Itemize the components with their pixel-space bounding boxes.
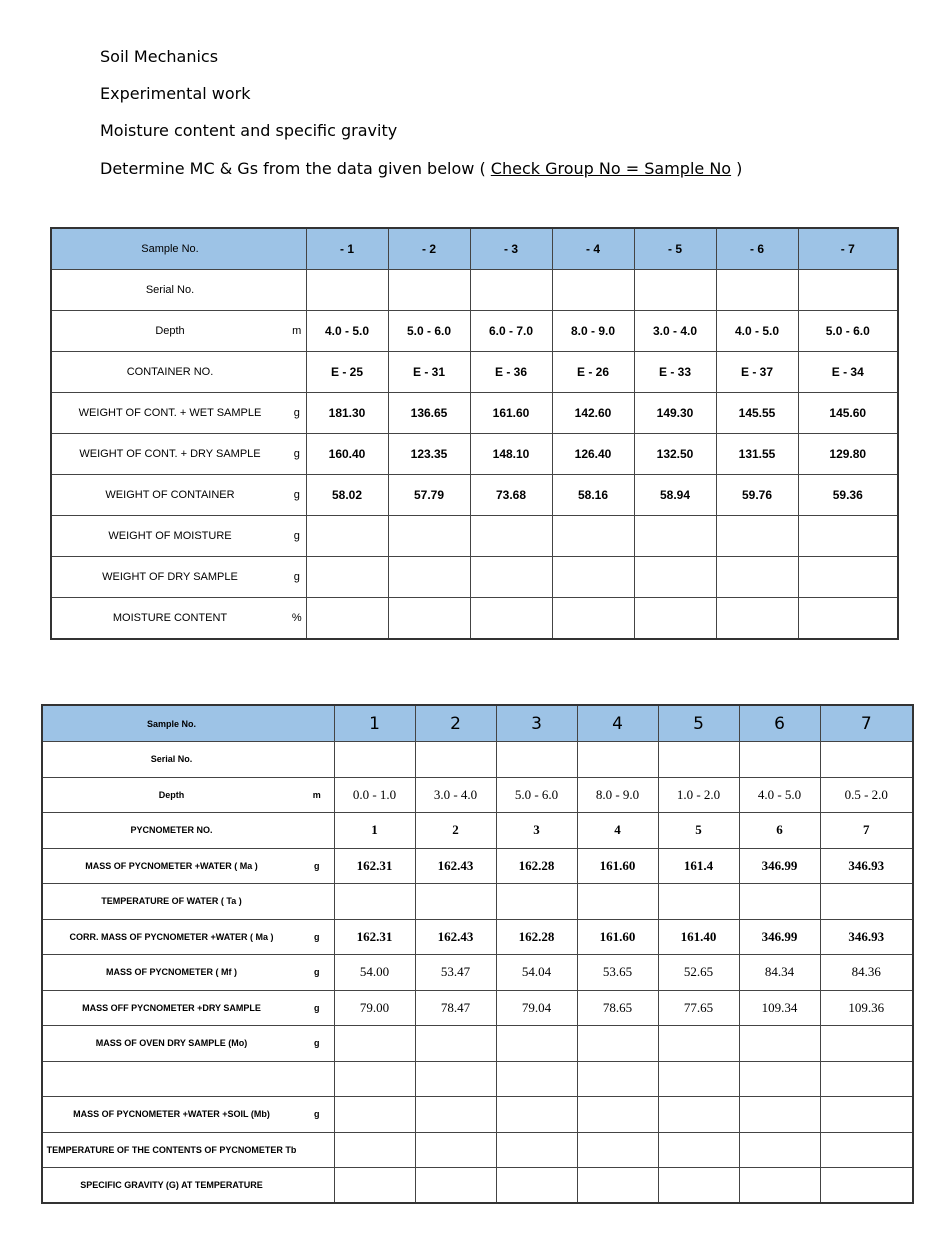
- sg-cell: 77.65: [658, 990, 739, 1026]
- mc-row: [51, 311, 898, 352]
- mc-cell: E - 26: [552, 352, 634, 393]
- mc-row-unit: [288, 270, 306, 311]
- sg-cell: [415, 1026, 496, 1062]
- sg-cell: 346.99: [739, 848, 820, 884]
- sg-header-label: Sample No.: [42, 705, 300, 742]
- mc-row-label: WEIGHT OF MOISTURE: [51, 516, 288, 557]
- mc-header-unit: [288, 228, 306, 270]
- sg-cell: 5: [658, 813, 739, 849]
- sg-cell: [496, 742, 577, 778]
- mc-cell: [306, 270, 388, 311]
- mc-cell: [552, 598, 634, 639]
- sg-row: [42, 813, 913, 849]
- sg-cell: [820, 1132, 913, 1168]
- mc-sample-number: - 2: [388, 228, 470, 270]
- sg-cell: [658, 1168, 739, 1204]
- mc-cell: 8.0 - 9.0: [552, 311, 634, 352]
- mc-cell: 59.36: [798, 475, 898, 516]
- sg-cell: 78.65: [577, 990, 658, 1026]
- sg-cell: [334, 1026, 415, 1062]
- mc-cell: [388, 516, 470, 557]
- mc-row: [51, 598, 898, 639]
- sg-cell: [334, 1097, 415, 1133]
- sg-cell: [415, 884, 496, 920]
- sg-cell: [820, 1168, 913, 1204]
- sg-row: [42, 1026, 913, 1062]
- mc-cell: [470, 270, 552, 311]
- sg-sample-number: 6: [739, 705, 820, 742]
- sg-cell: [820, 742, 913, 778]
- mc-cell: 129.80: [798, 434, 898, 475]
- sg-cell: 161.60: [577, 919, 658, 955]
- mc-header-label: Sample No.: [51, 228, 288, 270]
- mc-cell: [552, 516, 634, 557]
- sg-cell: [577, 1132, 658, 1168]
- heading-instruction: [100, 159, 742, 178]
- sg-cell: [334, 1061, 415, 1097]
- mc-cell: [634, 557, 716, 598]
- mc-row-label: WEIGHT OF CONTAINER: [51, 475, 288, 516]
- mc-row: [51, 270, 898, 311]
- sg-row-label: TEMPERATURE OF THE CONTENTS OF PYCNOMETER Tb: [42, 1132, 300, 1168]
- sg-row: [42, 777, 913, 813]
- sg-cell: 1: [334, 813, 415, 849]
- mc-row-unit: g: [288, 516, 306, 557]
- sg-cell: [577, 1168, 658, 1204]
- mc-cell: E - 36: [470, 352, 552, 393]
- instruction-note: Check Group No = Sample No: [490, 159, 732, 178]
- mc-cell: 59.76: [716, 475, 798, 516]
- mc-row-unit: g: [288, 393, 306, 434]
- mc-cell: 132.50: [634, 434, 716, 475]
- mc-sample-number: - 3: [470, 228, 552, 270]
- sg-cell: [334, 1168, 415, 1204]
- mc-cell: 5.0 - 6.0: [388, 311, 470, 352]
- mc-row: [51, 475, 898, 516]
- sg-cell: [496, 1061, 577, 1097]
- sg-cell: [820, 1097, 913, 1133]
- sg-sample-number: 1: [334, 705, 415, 742]
- sg-cell: 162.28: [496, 848, 577, 884]
- mc-row-label: Depth: [51, 311, 288, 352]
- mc-row-unit: %: [288, 598, 306, 639]
- sg-cell: [496, 884, 577, 920]
- sg-cell: [658, 1026, 739, 1062]
- mc-row-label: CONTAINER NO.: [51, 352, 288, 393]
- sg-row-label: MASS OF OVEN DRY SAMPLE (Mo): [42, 1026, 300, 1062]
- mc-sample-number: - 4: [552, 228, 634, 270]
- sg-cell: [739, 1132, 820, 1168]
- mc-cell: [552, 557, 634, 598]
- mc-cell: [798, 598, 898, 639]
- mc-cell: 136.65: [388, 393, 470, 434]
- mc-cell: 142.60: [552, 393, 634, 434]
- instruction-prefix: Determine MC & Gs from the data given below (: [100, 159, 491, 178]
- sg-header-row: [42, 705, 913, 742]
- mc-cell: [634, 598, 716, 639]
- mc-cell: 73.68: [470, 475, 552, 516]
- sg-sample-number: 3: [496, 705, 577, 742]
- sg-cell: 79.04: [496, 990, 577, 1026]
- sg-cell: 161.40: [658, 919, 739, 955]
- mc-cell: [716, 557, 798, 598]
- sg-cell: [820, 884, 913, 920]
- sg-cell: [739, 1168, 820, 1204]
- sg-row-label: TEMPERATURE OF WATER ( Ta ): [42, 884, 300, 920]
- sg-cell: [577, 1061, 658, 1097]
- sg-cell: 109.34: [739, 990, 820, 1026]
- sg-cell: [739, 1061, 820, 1097]
- sg-row-unit: g: [300, 955, 334, 991]
- mc-sample-number: - 1: [306, 228, 388, 270]
- mc-cell: E - 37: [716, 352, 798, 393]
- mc-cell: 58.16: [552, 475, 634, 516]
- sg-row-label: Serial No.: [42, 742, 300, 778]
- mc-row-label: WEIGHT OF DRY SAMPLE: [51, 557, 288, 598]
- mc-cell: E - 34: [798, 352, 898, 393]
- mc-row-label: Serial No.: [51, 270, 288, 311]
- sg-row-unit: g: [300, 919, 334, 955]
- mc-cell: 58.02: [306, 475, 388, 516]
- sg-cell: [658, 884, 739, 920]
- sg-cell: 52.65: [658, 955, 739, 991]
- mc-row-label: WEIGHT OF CONT. + WET SAMPLE: [51, 393, 288, 434]
- sg-row-label: CORR. MASS OF PYCNOMETER +WATER ( Ma ): [42, 919, 300, 955]
- mc-cell: [798, 270, 898, 311]
- sg-cell: 161.60: [577, 848, 658, 884]
- sg-cell: 53.47: [415, 955, 496, 991]
- sg-cell: 5.0 - 6.0: [496, 777, 577, 813]
- sg-cell: 0.5 - 2.0: [820, 777, 913, 813]
- sg-row-label: MASS OF PYCNOMETER +WATER +SOIL (Mb): [42, 1097, 300, 1133]
- sg-cell: [334, 742, 415, 778]
- sg-sample-number: 5: [658, 705, 739, 742]
- sg-cell: [820, 1061, 913, 1097]
- sg-header-unit: [300, 705, 334, 742]
- sg-cell: [415, 1061, 496, 1097]
- mc-cell: 4.0 - 5.0: [306, 311, 388, 352]
- mc-row: [51, 434, 898, 475]
- sg-cell: 54.04: [496, 955, 577, 991]
- mc-row-unit: m: [288, 311, 306, 352]
- sg-sample-number: 4: [577, 705, 658, 742]
- mc-cell: [388, 557, 470, 598]
- sg-cell: 3.0 - 4.0: [415, 777, 496, 813]
- mc-cell: [634, 516, 716, 557]
- sg-cell: [334, 1132, 415, 1168]
- mc-row: [51, 557, 898, 598]
- sg-row-unit: [300, 884, 334, 920]
- sg-row-unit: g: [300, 848, 334, 884]
- sg-row: [42, 1168, 913, 1204]
- mc-sample-number: - 6: [716, 228, 798, 270]
- sg-cell: 346.93: [820, 848, 913, 884]
- sg-cell: 4: [577, 813, 658, 849]
- mc-row-label: WEIGHT OF CONT. + DRY SAMPLE: [51, 434, 288, 475]
- sg-cell: 7: [820, 813, 913, 849]
- mc-cell: 145.55: [716, 393, 798, 434]
- sg-cell: [658, 1061, 739, 1097]
- mc-cell: [470, 598, 552, 639]
- mc-sample-number: - 7: [798, 228, 898, 270]
- mc-cell: 4.0 - 5.0: [716, 311, 798, 352]
- mc-cell: [634, 270, 716, 311]
- sg-cell: 0.0 - 1.0: [334, 777, 415, 813]
- sg-row-unit: g: [300, 1097, 334, 1133]
- mc-header-row: [51, 228, 898, 270]
- sg-row: [42, 848, 913, 884]
- instruction-suffix: ): [731, 159, 743, 178]
- sg-row-label: [42, 1061, 300, 1097]
- sg-cell: [739, 742, 820, 778]
- mc-cell: [388, 598, 470, 639]
- mc-cell: [716, 598, 798, 639]
- sg-cell: [739, 884, 820, 920]
- mc-cell: [716, 270, 798, 311]
- sg-cell: [415, 742, 496, 778]
- sg-cell: [415, 1132, 496, 1168]
- sg-row-unit: g: [300, 990, 334, 1026]
- mc-cell: 57.79: [388, 475, 470, 516]
- sg-row: [42, 884, 913, 920]
- sg-row: [42, 1132, 913, 1168]
- mc-cell: 126.40: [552, 434, 634, 475]
- sg-cell: [415, 1097, 496, 1133]
- heading-topic: Moisture content and specific gravity: [100, 121, 398, 140]
- sg-cell: 162.43: [415, 919, 496, 955]
- mc-cell: [798, 557, 898, 598]
- mc-cell: [716, 516, 798, 557]
- sg-row-label: MASS OFF PYCNOMETER +DRY SAMPLE: [42, 990, 300, 1026]
- sg-row: [42, 742, 913, 778]
- sg-cell: 109.36: [820, 990, 913, 1026]
- sg-cell: 162.43: [415, 848, 496, 884]
- sg-cell: [496, 1097, 577, 1133]
- sg-cell: [577, 1097, 658, 1133]
- mc-row-unit: g: [288, 475, 306, 516]
- mc-row-unit: [288, 352, 306, 393]
- sg-cell: [577, 1026, 658, 1062]
- sg-row-unit: [300, 1168, 334, 1204]
- mc-cell: 3.0 - 4.0: [634, 311, 716, 352]
- mc-cell: E - 33: [634, 352, 716, 393]
- sg-cell: 54.00: [334, 955, 415, 991]
- mc-cell: 123.35: [388, 434, 470, 475]
- sg-cell: [820, 1026, 913, 1062]
- sg-cell: [496, 1132, 577, 1168]
- mc-cell: [798, 516, 898, 557]
- mc-cell: [470, 557, 552, 598]
- sg-cell: [577, 884, 658, 920]
- sg-cell: [496, 1026, 577, 1062]
- sg-cell: 4.0 - 5.0: [739, 777, 820, 813]
- sg-row: [42, 1061, 913, 1097]
- mc-cell: 160.40: [306, 434, 388, 475]
- sg-row-unit: [300, 1061, 334, 1097]
- mc-cell: [552, 270, 634, 311]
- mc-cell: 6.0 - 7.0: [470, 311, 552, 352]
- sg-cell: [496, 1168, 577, 1204]
- sg-row-label: PYCNOMETER NO.: [42, 813, 300, 849]
- mc-cell: [306, 598, 388, 639]
- mc-cell: 131.55: [716, 434, 798, 475]
- mc-row: [51, 393, 898, 434]
- sg-cell: 162.31: [334, 919, 415, 955]
- sg-cell: 8.0 - 9.0: [577, 777, 658, 813]
- sg-cell: [739, 1026, 820, 1062]
- mc-cell: [306, 557, 388, 598]
- sg-row-label: MASS OF PYCNOMETER ( Mf ): [42, 955, 300, 991]
- mc-cell: 58.94: [634, 475, 716, 516]
- sg-cell: 78.47: [415, 990, 496, 1026]
- sg-sample-number: 7: [820, 705, 913, 742]
- sg-row: [42, 990, 913, 1026]
- sg-cell: [577, 742, 658, 778]
- mc-cell: 145.60: [798, 393, 898, 434]
- mc-cell: [388, 270, 470, 311]
- sg-row-label: Depth: [42, 777, 300, 813]
- mc-row: [51, 352, 898, 393]
- sg-cell: [415, 1168, 496, 1204]
- mc-cell: [470, 516, 552, 557]
- mc-row-label: MOISTURE CONTENT: [51, 598, 288, 639]
- sg-row: [42, 955, 913, 991]
- moisture-content-table: [50, 227, 899, 640]
- sg-cell: 53.65: [577, 955, 658, 991]
- mc-cell: E - 31: [388, 352, 470, 393]
- mc-row-unit: g: [288, 557, 306, 598]
- heading-course: Soil Mechanics: [100, 47, 219, 66]
- sg-cell: [658, 1132, 739, 1168]
- sg-row-label: SPECIFIC GRAVITY (G) AT TEMPERATURE: [42, 1168, 300, 1204]
- sg-cell: 3: [496, 813, 577, 849]
- sg-cell: 346.99: [739, 919, 820, 955]
- sg-cell: [658, 1097, 739, 1133]
- mc-cell: 181.30: [306, 393, 388, 434]
- sg-cell: 79.00: [334, 990, 415, 1026]
- mc-cell: 161.60: [470, 393, 552, 434]
- sg-cell: 84.34: [739, 955, 820, 991]
- sg-cell: [658, 742, 739, 778]
- mc-row: [51, 516, 898, 557]
- sg-cell: 1.0 - 2.0: [658, 777, 739, 813]
- mc-cell: [306, 516, 388, 557]
- sg-row-unit: [300, 742, 334, 778]
- sg-row: [42, 1097, 913, 1133]
- mc-cell: E - 25: [306, 352, 388, 393]
- mc-cell: 149.30: [634, 393, 716, 434]
- sg-row-unit: [300, 813, 334, 849]
- sg-row-unit: g: [300, 1026, 334, 1062]
- sg-cell: 6: [739, 813, 820, 849]
- mc-row-unit: g: [288, 434, 306, 475]
- sg-cell: 84.36: [820, 955, 913, 991]
- sg-cell: 346.93: [820, 919, 913, 955]
- mc-sample-number: - 5: [634, 228, 716, 270]
- mc-cell: 148.10: [470, 434, 552, 475]
- specific-gravity-table: [41, 704, 914, 1204]
- sg-row-unit: m: [300, 777, 334, 813]
- sg-row: [42, 919, 913, 955]
- sg-sample-number: 2: [415, 705, 496, 742]
- heading-section: Experimental work: [100, 84, 251, 103]
- sg-cell: [739, 1097, 820, 1133]
- sg-row-label: MASS OF PYCNOMETER +WATER ( Ma ): [42, 848, 300, 884]
- sg-cell: [334, 884, 415, 920]
- sg-cell: 162.28: [496, 919, 577, 955]
- sg-cell: 2: [415, 813, 496, 849]
- sg-cell: 161.4: [658, 848, 739, 884]
- sg-cell: 162.31: [334, 848, 415, 884]
- mc-cell: 5.0 - 6.0: [798, 311, 898, 352]
- sg-row-unit: [300, 1132, 334, 1168]
